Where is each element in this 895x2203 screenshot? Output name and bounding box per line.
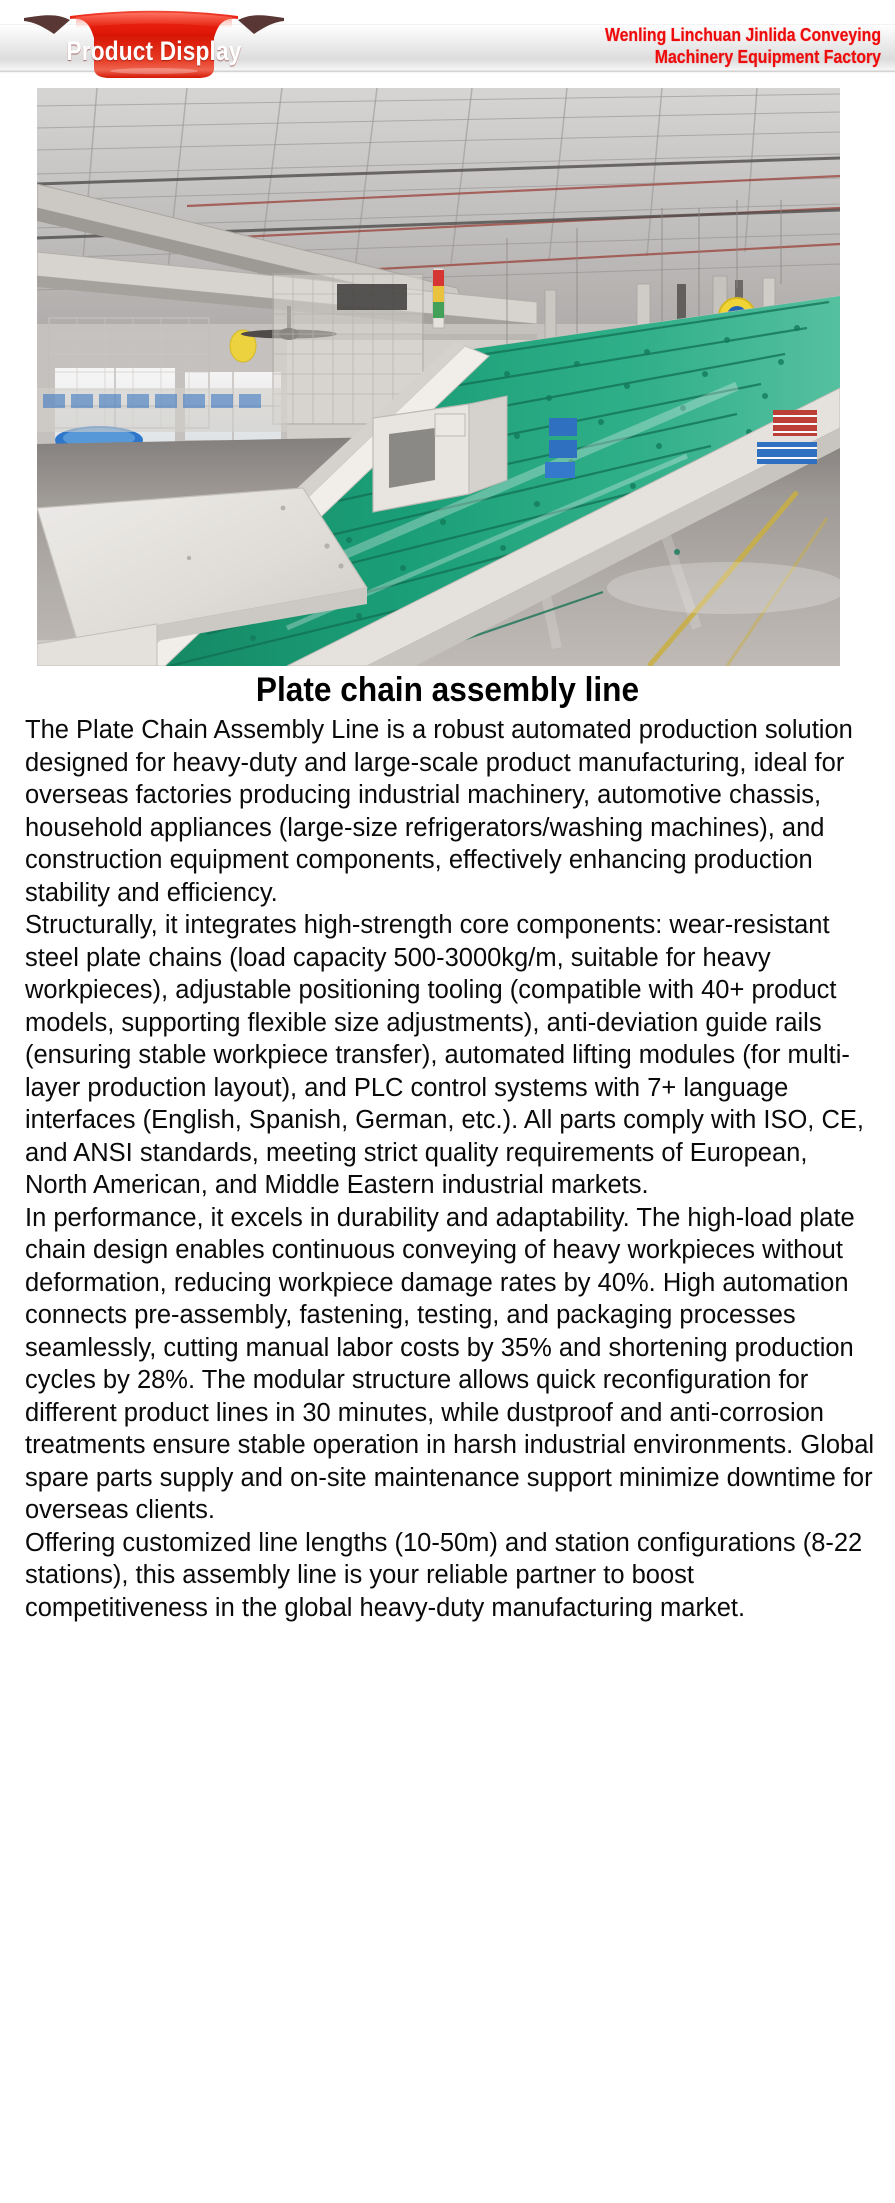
company-name-line-2: Machinery Equipment Factory bbox=[654, 47, 881, 67]
description-paragraph-3: In performance, it excels in durability and adaptability. The high-load plate chain design enables continuous conveying of heavy workpieces without deformation, reducing workpiece damage rates by 40%. High automation connects pre-assembly, fastening, testing, and packaging processes seamlessly, cutting manual labor costs by 35% and shortening production cycles by 28%. The modular structure allows quick reconfiguration for different product lines in 30 minutes, while dustproof and anti-corrosion treatments ensure stable operation in harsh industrial environments. Global spare parts supply and on-site maintenance support minimize downtime for overseas clients. bbox=[25, 1203, 875, 1524]
product-photo-illustration bbox=[37, 88, 840, 666]
description-paragraph-1: The Plate Chain Assembly Line is a robust automated production solution designed for heavy-duty and large-scale product manufacturing, ideal for overseas factories producing industrial machinery, automotive chassis, household appliances (large-size refrigerators/washing machines), and construction equipment components, effectively enhancing production stability and efficiency. bbox=[25, 716, 853, 907]
description-paragraph-2: Structurally, it integrates high-strength core components: wear-resistant steel plate chains (load capacity 500-3000kg/m, suitable for heavy workpieces), adjustable positioning tooling (compatible with 40+ product models, supporting flexible size adjustments), anti-deviation guide rails (ensuring stable workpiece transfer), automated lifting modules (for multi-layer production layout), and PLC control systems with 7+ language interfaces (English, Spanish, German, etc.). All parts comply with ISO, CE, and ANSI standards, meeting strict quality requirements of European, North American, and Middle Eastern industrial markets. bbox=[25, 911, 864, 1199]
product-photo bbox=[37, 88, 840, 666]
description-paragraph-4: Offering customized line lengths (10-50m) and station configurations (8-22 stations), this assembly line is your reliable partner to boost competitiveness in the global heavy-duty manufacturing market. bbox=[25, 1528, 863, 1622]
tab-shape-icon bbox=[24, 8, 284, 80]
product-description bbox=[25, 714, 875, 1624]
product-display-tab-label: Product Display bbox=[66, 35, 242, 66]
page-title: Plate chain assembly line bbox=[255, 671, 640, 709]
page-header bbox=[0, 0, 895, 88]
product-display-tab[interactable] bbox=[24, 8, 284, 80]
company-name bbox=[423, 24, 881, 68]
company-name-line-1: Wenling Linchuan Jinlida Conveying bbox=[604, 25, 881, 45]
